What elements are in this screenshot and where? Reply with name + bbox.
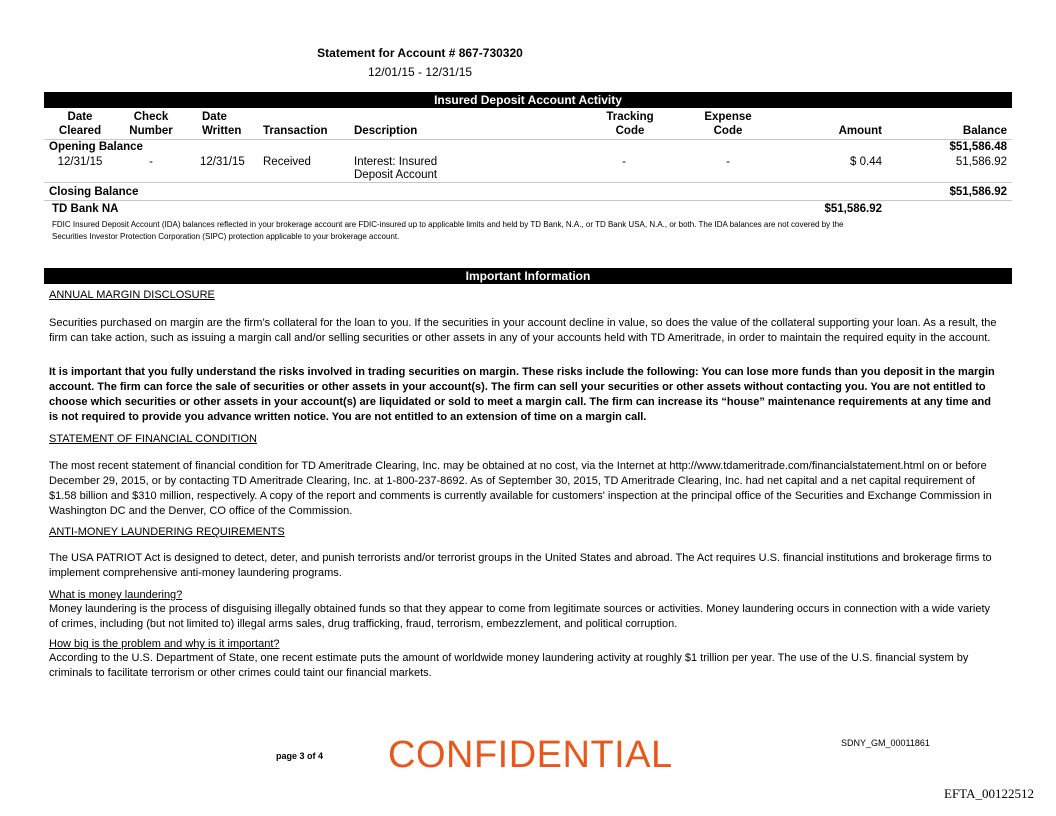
- col-expense-code-line2: Code: [713, 125, 743, 137]
- important-info-header: Important Information: [44, 268, 1012, 284]
- statement-period: 12/01/15 - 12/31/15: [367, 65, 473, 79]
- row-description-line1: Interest: Insured: [354, 156, 438, 168]
- bates-number: SDNY_GM_00011861: [841, 738, 930, 748]
- what-is-ml-heading: What is money laundering?: [49, 589, 183, 601]
- col-amount: Amount: [838, 125, 882, 137]
- bank-label: TD Bank NA: [52, 203, 119, 215]
- statement-title: Statement for Account # 867-730320: [317, 46, 523, 60]
- col-tracking-code-line2: Code: [615, 125, 645, 137]
- header-divider: [44, 139, 1012, 140]
- opening-balance-value: $51,586.48: [949, 141, 1007, 153]
- fdic-disclaimer: [52, 219, 1002, 243]
- col-balance: Balance: [962, 125, 1007, 137]
- row-transaction: Received: [263, 156, 311, 168]
- bank-balance: $51,586.92: [824, 203, 882, 215]
- page-number: page 3 of 4: [276, 751, 324, 761]
- row-description-line2: Deposit Account: [354, 169, 438, 181]
- financial-condition-heading: STATEMENT OF FINANCIAL CONDITION: [49, 433, 257, 445]
- confidential-stamp: CONFIDENTIAL: [388, 734, 673, 776]
- row-tracking-code: -: [622, 156, 626, 168]
- what-is-ml-text: Money laundering is the process of disguising illegally obtained funds so that they appear to come from legitimate sources or activities. Money laundering occurs in connection with a wide variety of crimes, including (but not limited to) illegal arms sales, drug trafficking, fraud, terrorism, embezzlement, and political corruption.: [49, 603, 990, 630]
- col-tracking-code: [596, 110, 664, 138]
- closing-divider: [44, 200, 1012, 201]
- closing-balance-value: $51,586.92: [949, 186, 1007, 198]
- row-expense-code: -: [726, 156, 730, 168]
- ida-section-header: Insured Deposit Account Activity: [44, 92, 1012, 108]
- col-date-cleared-line1: Date: [67, 111, 93, 123]
- col-date-written: [202, 110, 252, 138]
- how-big-heading: How big is the problem and why is it important?: [49, 638, 280, 650]
- col-date-cleared: [52, 110, 108, 138]
- margin-risk-text: It is important that you fully understand the risks involved in trading securities on margin. These risks include the following: You can lose more funds than you deposit in the margin account. The firm can force the sale of securities or other assets in your account(s). The firm can sell your securities or other assets without contacting you. You are not entitled to choose which securities or other assets in your account(s) are liquidated or sold to meet a margin call. The firm can increase its “house” maintenance requirements at any time and is not required to provide you advance written notice. You are not entitled to an extension of time on a margin call.: [49, 366, 995, 423]
- row-balance: 51,586.92: [955, 156, 1007, 168]
- col-date-written-line1: Date: [202, 111, 227, 123]
- col-check-number-line1: Check: [133, 111, 169, 123]
- row-amount: $ 0.44: [850, 156, 882, 168]
- fdic-disclaimer-line2: Securities Investor Protection Corporation (SIPC) protection applicable to your brokerage account.: [52, 232, 400, 241]
- row-date-cleared: 12/31/15: [57, 156, 103, 168]
- col-date-written-line2: Written: [202, 125, 242, 137]
- row-check-number: -: [149, 156, 153, 168]
- aml-heading: ANTI-MONEY LAUNDERING REQUIREMENTS: [49, 526, 285, 538]
- row-description: [354, 156, 437, 182]
- financial-condition-text: The most recent statement of financial condition for TD Ameritrade Clearing, Inc. may be obtained at no cost, via the Internet at http://www.tdameritrade.com/financialstatement.html on or before December 29, 2015, or by contacting TD Ameritrade Clearing, Inc. at 1-800-237-8692. As of September 30, 2015, TD Ameritrade Clearing, Inc. had net capital and a net capital requirement of $1.58 billion and $310 million, respectively. A copy of the report and comments is currently available for customers' inspection at the principal office of the Securities and Exchange Commission in Washington DC and the Denver, CO office of the Commission.: [49, 460, 992, 517]
- col-description: Description: [354, 125, 418, 137]
- col-date-cleared-line2: Cleared: [58, 125, 102, 137]
- row-divider: [44, 182, 1012, 183]
- row-date-written: 12/31/15: [200, 156, 245, 168]
- efta-number: EFTA_00122512: [944, 786, 1034, 801]
- how-big-text: According to the U.S. Department of State, one recent estimate puts the amount of worldwide money laundering activity at roughly $1 trillion per year. The use of the U.S. financial system by criminals to facilitate terrorism or other crimes could taint our financial markets.: [49, 652, 969, 679]
- margin-disclosure-heading: ANNUAL MARGIN DISCLOSURE: [49, 289, 215, 301]
- col-transaction: Transaction: [263, 125, 328, 137]
- aml-text: The USA PATRIOT Act is designed to detect, deter, and punish terrorists and/or terrorist groups in the United States and abroad. The Act requires U.S. financial institutions and brokerage firms to implement comprehensive anti-money laundering programs.: [49, 552, 992, 579]
- opening-balance-label: Opening Balance: [49, 141, 143, 153]
- col-expense-code-line1: Expense: [704, 111, 752, 123]
- col-check-number-line2: Number: [129, 125, 173, 137]
- margin-disclosure-text: Securities purchased on margin are the firm’s collateral for the loan to you. If the securities in your account decline in value, so does the value of the collateral supporting your loan. As a result, the firm can take action, such as issuing a margin call and/or selling securities or other assets in any of your accounts held with TD Ameritrade, in order to maintain the required equity in the account.: [49, 317, 997, 344]
- col-tracking-code-line1: Tracking: [606, 111, 654, 123]
- closing-balance-label: Closing Balance: [49, 186, 139, 198]
- col-check-number: [122, 110, 180, 138]
- fdic-disclaimer-line1: FDIC Insured Deposit Account (IDA) balances reflected in your brokerage account are FDIC-insured up to applicable limits and held by TD Bank, N.A., or TD Bank USA, N.A., or both. The IDA balances are not covered by the: [52, 220, 844, 229]
- col-expense-code: [696, 110, 760, 138]
